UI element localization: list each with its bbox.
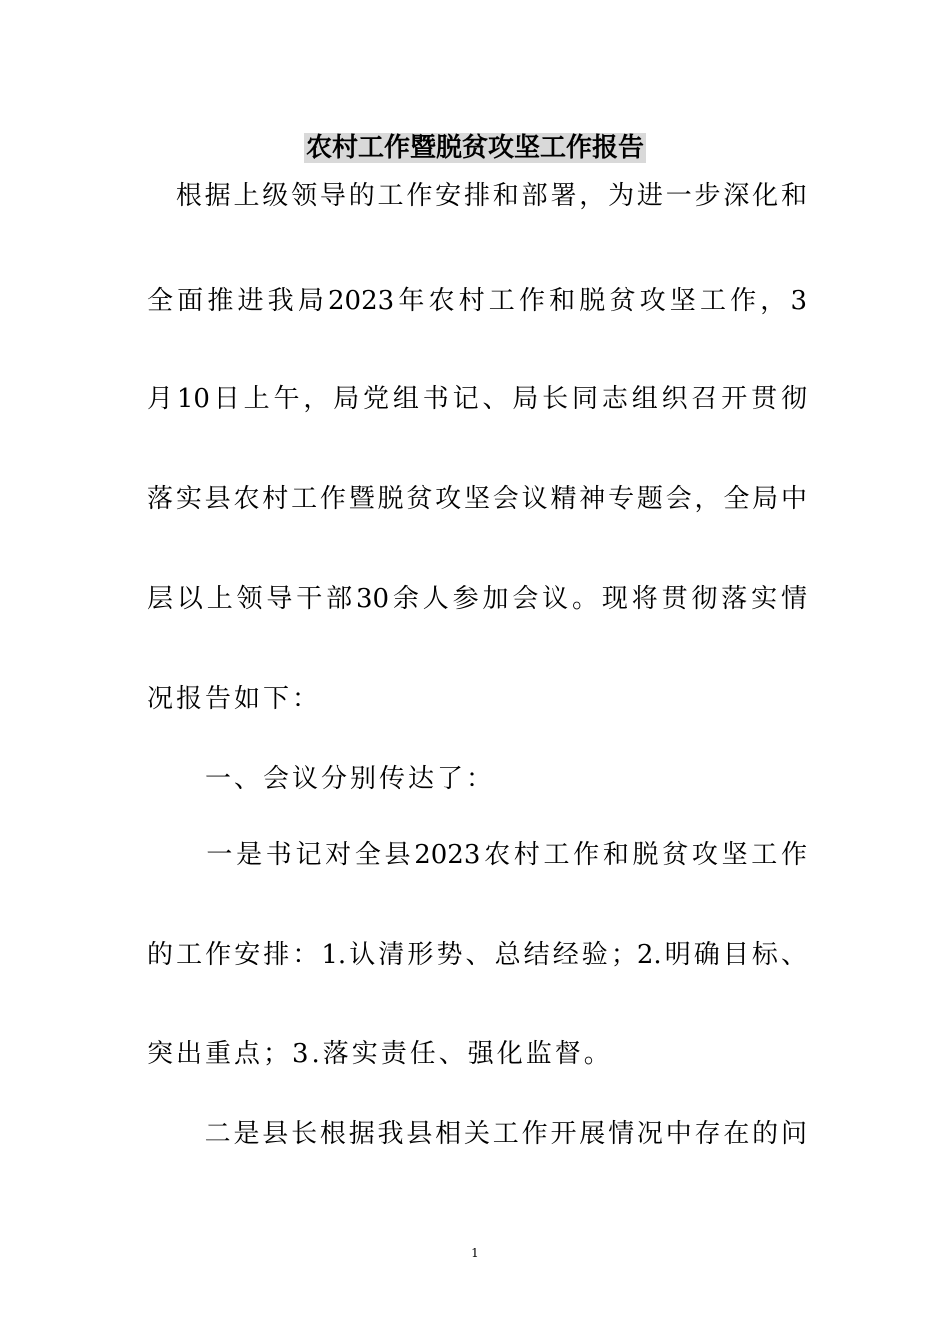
paragraph-line-2: 全面推进我局2023年农村工作和脱贫攻坚工作，3 [147, 286, 807, 316]
paragraph-line-7: 一是书记对全县2023农村工作和脱贫攻坚工作 [147, 840, 807, 870]
paragraph-line-10: 二是县长根据我县相关工作开展情况中存在的问 [147, 1119, 807, 1149]
section-heading-1: 一、会议分别传达了： [147, 764, 496, 794]
paragraph-line-8: 的工作安排：1.认清形势、总结经验；2.明确目标、 [147, 940, 807, 970]
paragraph-line-4: 落实县农村工作暨脱贫攻坚会议精神专题会，全局中 [147, 484, 807, 514]
paragraph-line-3: 月10日上午，局党组书记、局长同志组织召开贯彻 [147, 384, 807, 414]
paragraph-line-5: 层以上领导干部30余人参加会议。现将贯彻落实情 [147, 584, 807, 614]
paragraph-line-6: 况报告如下： [147, 684, 322, 714]
document-title-text: 农村工作暨脱贫攻坚工作报告 [305, 133, 644, 163]
paragraph-line-1: 根据上级领导的工作安排和部署，为进一步深化和 [147, 181, 807, 211]
paragraph-line-9: 突出重点；3.落实责任、强化监督。 [147, 1039, 613, 1069]
document-title [0, 128, 950, 168]
page-number: 1 [471, 1246, 479, 1260]
